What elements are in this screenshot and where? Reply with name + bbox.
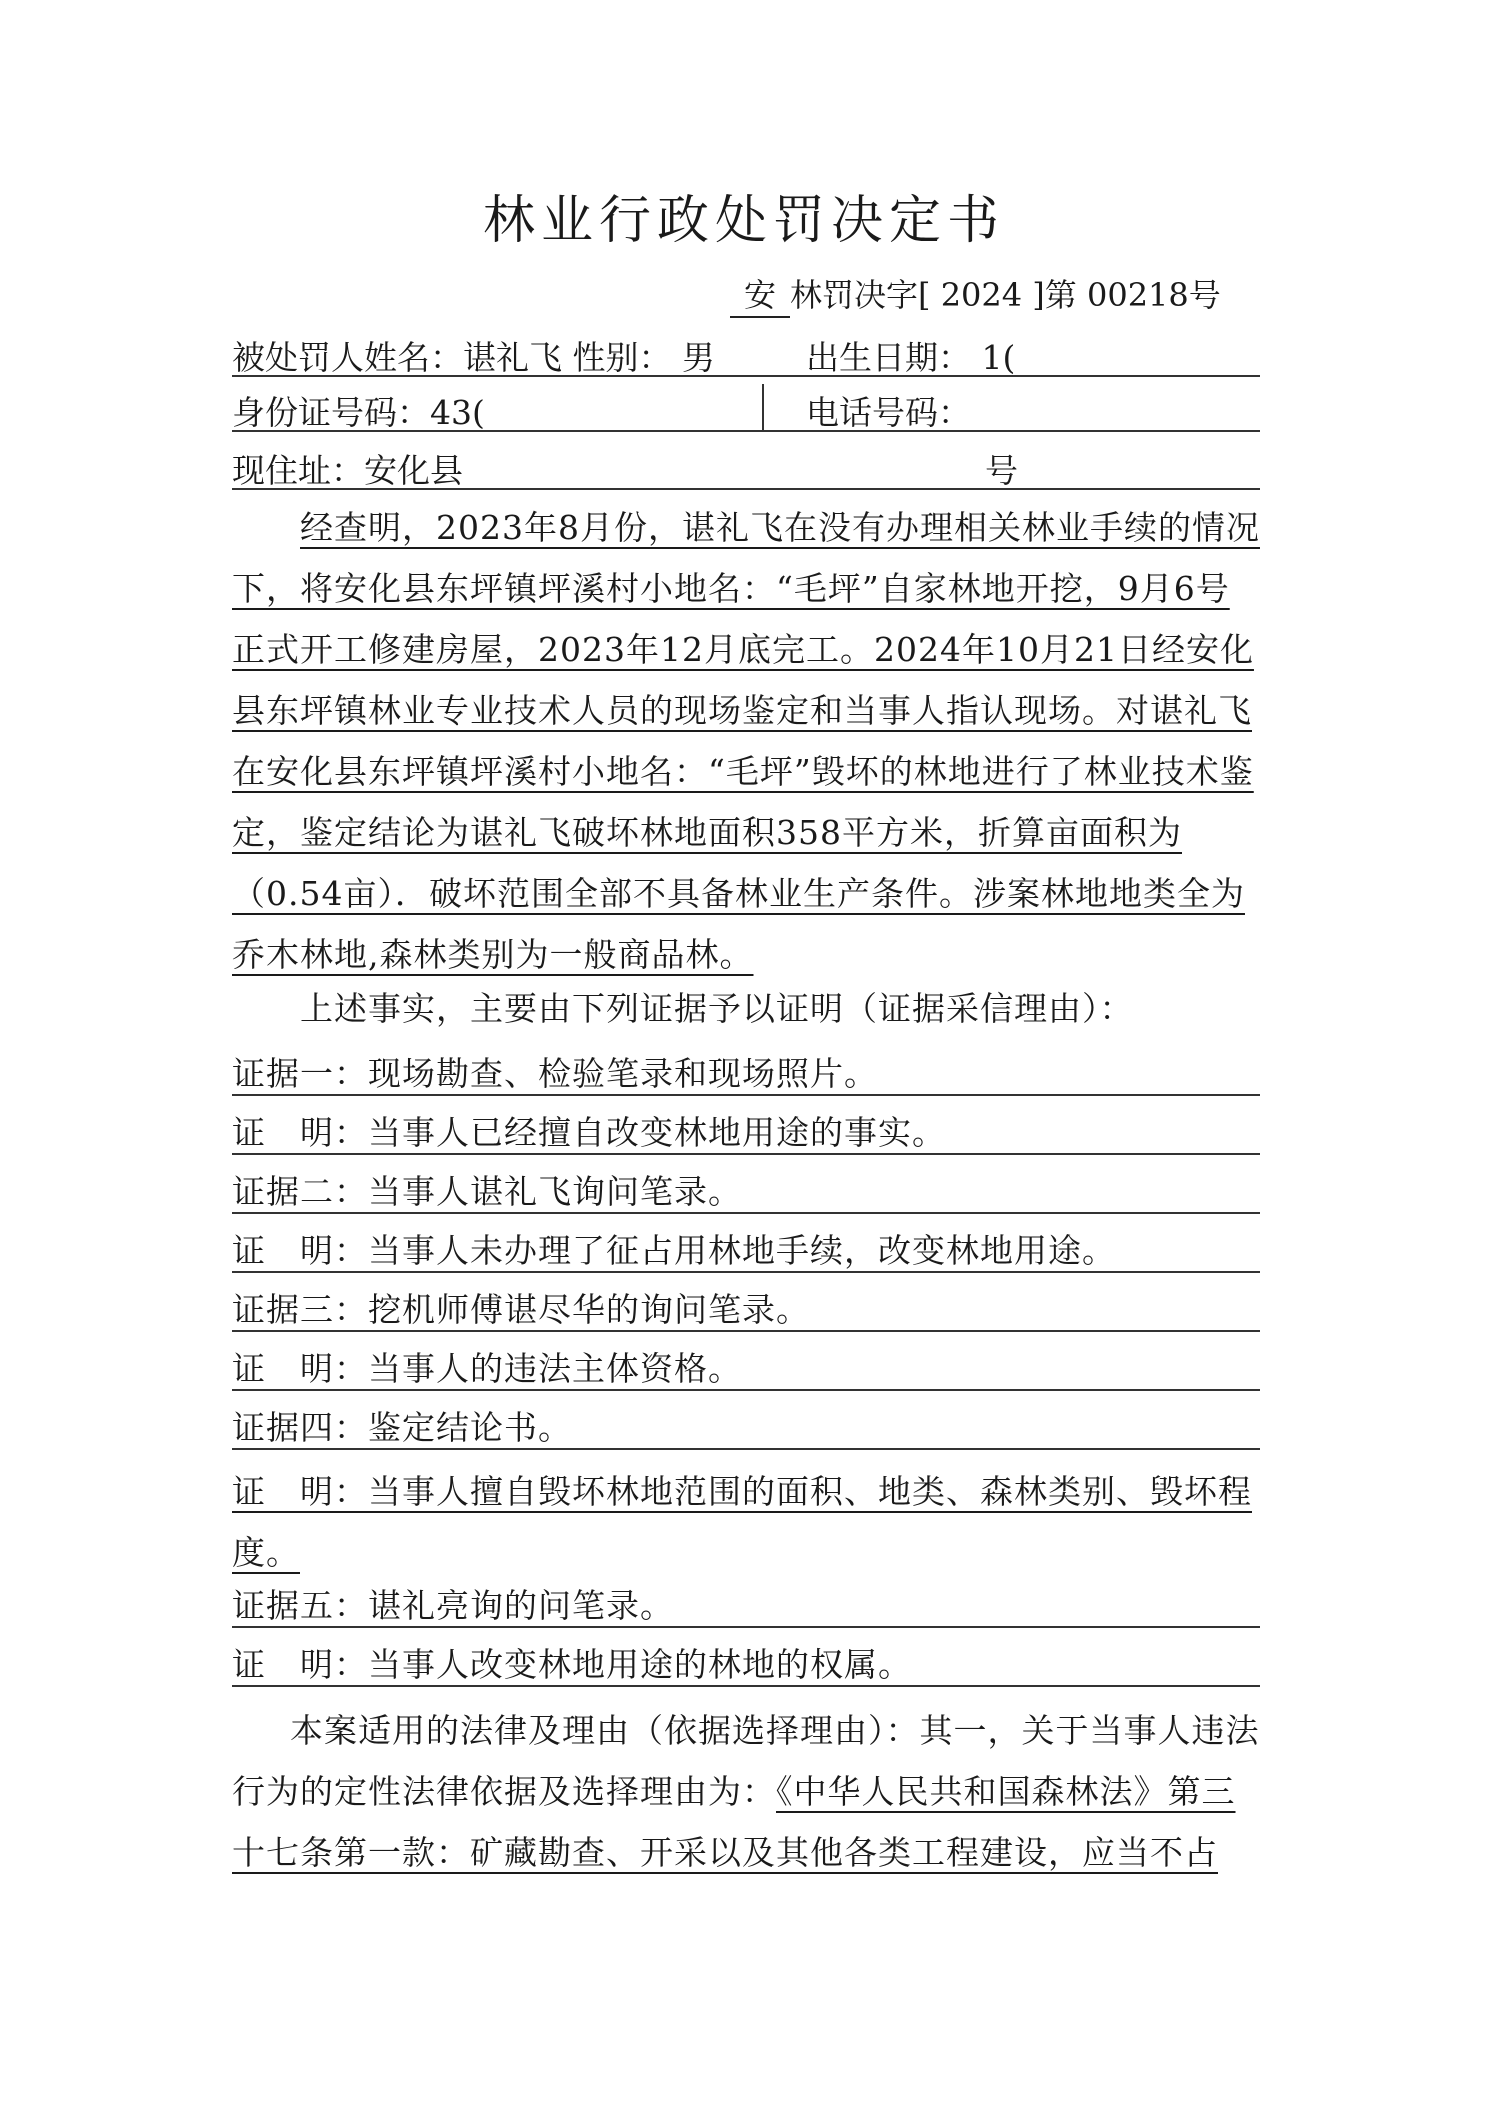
proof-text: 当事人已经擅自改变林地用途的事实。 <box>368 1113 946 1152</box>
phone-field <box>806 393 971 433</box>
party-name: 谌礼飞 <box>463 338 562 377</box>
doc-number-type: 林罚决字[ <box>790 276 931 314</box>
law-text: 《中华人民共和国森林法》第三十七条第一款：矿藏勘查、开采以及其他各类工程建设，应当不占 <box>232 1772 1236 1872</box>
proof-text: 当事人未办理了征占用林地手续，改变林地用途。 <box>368 1231 1116 1270</box>
evidence-label: 证据五： <box>232 1586 368 1625</box>
evidence-label: 证据一： <box>232 1054 368 1093</box>
document-number <box>730 270 1221 318</box>
evidence-item <box>232 1284 1260 1332</box>
facts-paragraph <box>232 497 1260 985</box>
party-dob: 1( <box>981 338 1016 377</box>
proof-item <box>232 1343 1260 1391</box>
doc-number-suffix: 号 <box>1188 276 1221 314</box>
proof-label: 证 明： <box>232 1472 368 1511</box>
doc-number-di: ]第 <box>1032 276 1077 314</box>
proof-label: 证 明： <box>232 1231 368 1270</box>
phone-label: 电话号码： <box>806 393 971 432</box>
evidence-intro: 上述事实，主要由下列证据予以证明（证据采信理由）： <box>300 989 1134 1028</box>
evidence-label: 证据三： <box>232 1290 368 1329</box>
doc-number-value: 00218 <box>1086 276 1189 314</box>
party-id: 43( <box>430 393 485 432</box>
id-field <box>232 393 485 433</box>
address-suffix: 号 <box>985 451 1018 490</box>
evidence-item <box>232 1580 1260 1628</box>
proof-multiline-content <box>232 1472 1252 1572</box>
law-paragraph <box>232 1700 1260 1883</box>
evidence-label: 证据四： <box>232 1408 368 1447</box>
proof-item-multiline <box>232 1461 1260 1583</box>
evidence-text: 当事人谌礼飞询问笔录。 <box>368 1172 742 1211</box>
evidence-item <box>232 1166 1260 1214</box>
party-line1 <box>232 338 715 378</box>
law-intro-text: 本案适用的法律及理由（依据选择理由）：其一，关于当事人违法行为的定性法律依据及选择理由为： <box>232 1711 1260 1811</box>
evidence-item <box>232 1402 1260 1450</box>
doc-number-year: 2024 <box>940 276 1023 314</box>
proof-label: 证 明： <box>232 1349 368 1388</box>
party-address: 安化县 <box>364 451 463 490</box>
evidence-text: 谌礼亮询的问笔录。 <box>368 1586 674 1625</box>
proof-label: 证 明： <box>232 1645 368 1684</box>
evidence-text: 挖机师傅谌尽华的询问笔录。 <box>368 1290 810 1329</box>
id-label: 身份证号码： <box>232 393 430 432</box>
dob-label: 出生日期： <box>806 338 971 377</box>
proof-text: 当事人的违法主体资格。 <box>368 1349 742 1388</box>
evidence-item <box>232 1048 1260 1096</box>
evidence-text: 鉴定结论书。 <box>368 1408 572 1447</box>
doc-number-prefix: 安 <box>730 270 790 318</box>
proof-item <box>232 1639 1260 1687</box>
proof-item <box>232 1225 1260 1273</box>
gender-label: 性别： <box>572 338 672 377</box>
address-field <box>232 451 463 491</box>
proof-text: 当事人改变林地用途的林地的权属。 <box>368 1645 912 1684</box>
proof-label: 证 明： <box>232 1113 368 1152</box>
evidence-label: 证据二： <box>232 1172 368 1211</box>
id-phone-divider <box>762 384 764 432</box>
proof-text: 当事人擅自毁坏林地范围的面积、地类、森林类别、毁坏程度。 <box>232 1472 1252 1572</box>
document-title: 林业行政处罚决定书 <box>482 191 1005 251</box>
facts-text: 经查明，2023年8月份，谌礼飞在没有办理相关林业手续的情况下，将安化县东坪镇坪溪村小地名：“毛坪”自家林地开挖，9月6号正式开工修建房屋，2023年12月底完工。2024年10月21日经安化县东坪镇林业专业技术人员的现场鉴定和当事人指认现场。对谌礼飞在安化县东坪镇坪溪村小地名：“毛坪”毁坏的林地进行了林业技术鉴定，鉴定结论为谌礼飞破坏林地面积358平方米，折算亩面积为（0.54亩）．破坏范围全部不具备林业生产条件。涉案林地地类全为乔木林地,森林类别为一般商品林。 <box>232 508 1260 974</box>
party-gender: 男 <box>682 338 715 377</box>
evidence-text: 现场勘查、检验笔录和现场照片。 <box>368 1054 878 1093</box>
proof-item <box>232 1107 1260 1155</box>
name-label: 被处罚人姓名： <box>232 338 463 377</box>
dob-field <box>806 338 1015 378</box>
address-label: 现住址： <box>232 451 364 490</box>
